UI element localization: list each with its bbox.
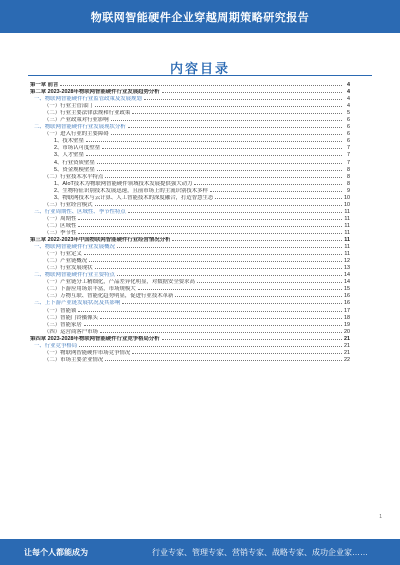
toc-entry-page: 8 [347, 173, 350, 180]
toc-entry-title: （二）行业主要法律法规和行业政策 [44, 110, 131, 117]
toc-leader-dots [84, 321, 342, 326]
toc-entry-page: 14 [344, 279, 350, 286]
toc-entry[interactable] [30, 215, 350, 222]
toc-entry-title: 第二章 2023-2028年物联网智能硬件行业发展趋势分析 [30, 89, 160, 96]
toc-entry-page: 11 [344, 251, 350, 258]
toc-entry-page: 4 [347, 96, 350, 103]
toc-entry[interactable] [30, 95, 350, 102]
footer-bar [0, 539, 400, 565]
toc-entry-title: （二）智能门铃摄像头 [44, 314, 98, 321]
toc-entry-title: 3、人才壁垒 [54, 152, 84, 159]
toc-entry-title: （三）行业经营模式 [44, 201, 93, 208]
toc-entry-title: 二、物联网智能硬件行业发展现状分析 [34, 124, 126, 131]
toc-entry[interactable] [30, 264, 350, 271]
toc-leader-dots [95, 264, 342, 269]
toc-entry[interactable] [30, 292, 350, 299]
toc-entry-title: 2、生物特征识别技术发展迅速，且前市场上的主流识别技术多样 [54, 187, 208, 194]
toc-entry[interactable] [30, 349, 350, 356]
toc-entry-page: 18 [344, 314, 350, 321]
toc-entry[interactable] [30, 123, 350, 130]
toc-entry[interactable] [30, 222, 350, 229]
toc-leader-dots [175, 292, 342, 297]
toc-entry-title: （二）下游应用场景丰富，市场规模大 [44, 286, 136, 293]
toc-entry-page: 22 [344, 356, 350, 363]
toc-leader-dots [105, 173, 342, 178]
toc-entry-title: 2、市场认可度壁垒 [54, 145, 101, 152]
toc-leader-dots [210, 187, 342, 192]
toc-leader-dots [89, 257, 342, 262]
toc-leader-dots [95, 102, 342, 107]
toc-entry-page: 20 [344, 328, 350, 335]
toc-entry-page: 21 [344, 342, 350, 349]
toc-leader-dots [84, 250, 342, 255]
toc-entry-page: 14 [344, 272, 350, 279]
toc-entry-title: （三）行业发展现状 [44, 265, 93, 272]
toc-leader-dots [111, 130, 342, 135]
toc-entry-page: 10 [344, 201, 350, 208]
toc-entry[interactable] [30, 116, 350, 123]
toc-entry-page: 21 [344, 349, 350, 356]
toc-entry-title: （三）智能家居 [44, 321, 82, 328]
toc-leader-dots [132, 109, 342, 114]
toc-entry-page: 11 [344, 215, 350, 222]
toc-entry-page: 8 [347, 166, 350, 173]
toc-entry-page: 16 [344, 293, 350, 300]
toc-entry[interactable] [30, 151, 350, 158]
header-title: 物联网智能硬件企业穿越周期策略研究报告 [90, 12, 310, 24]
toc-leader-dots [215, 194, 342, 199]
toc-entry-title: （三）产业政策对行业影响 [44, 117, 109, 124]
toc-leader-dots [111, 116, 342, 121]
toc-leader-dots [128, 208, 342, 213]
footer-slogan-left: 让每个人都能成为 [24, 548, 88, 557]
toc-entry-title: 第四章 2023-2028年物联网智能硬件行业竞争格局分析 [30, 335, 160, 342]
toc-entry-page: 6 [347, 131, 350, 138]
toc-entry-page: 19 [344, 321, 350, 328]
toc-leader-dots [122, 299, 342, 304]
toc-entry-title: 第三章 2022-2023年中国物联网智能硬件行业经营情况分析 [30, 237, 171, 244]
toc-entry[interactable] [30, 229, 350, 236]
toc-entry-title: 第一章 前言 [30, 82, 59, 88]
toc-entry-page: 8 [347, 180, 350, 187]
toc-entry[interactable] [30, 236, 350, 243]
toc-entry-page: 4 [347, 82, 350, 88]
toc-leader-dots [138, 285, 342, 290]
toc-entry[interactable] [30, 166, 350, 173]
toc-entry-title: 5、资金规模壁垒 [54, 166, 95, 173]
toc-entry[interactable] [30, 307, 350, 314]
toc-leader-dots [132, 349, 342, 354]
toc-leader-dots [172, 236, 342, 241]
toc-entry[interactable] [30, 144, 350, 151]
toc-entry[interactable] [30, 342, 350, 349]
page-number: 1 [379, 514, 382, 520]
toc-entry-title: 1、技术壁垒 [54, 138, 84, 145]
toc-leader-dots [97, 159, 342, 164]
toc-entry-page: 11 [344, 229, 350, 236]
toc-leader-dots [102, 144, 342, 149]
toc-entry-page: 4 [347, 89, 350, 96]
toc-entry-page: 11 [344, 244, 350, 251]
toc-entry-page: 5 [347, 110, 350, 117]
toc-entry-page: 7 [347, 152, 350, 159]
toc-entry[interactable] [30, 159, 350, 166]
toc-entry[interactable] [30, 257, 350, 264]
toc-entry-page: 7 [347, 159, 350, 166]
toc-entry[interactable] [30, 137, 350, 144]
toc-entry-title: （三）万物互联、智能化趋势明显，促进行业技术革新 [44, 293, 174, 300]
toc-leader-dots [60, 81, 342, 86]
toc-entry-title: （一）进入行业的主要障碍 [44, 131, 109, 138]
toc-leader-dots [194, 180, 342, 185]
toc-entry[interactable] [30, 314, 350, 321]
toc-entry[interactable] [30, 278, 350, 285]
table-of-contents [30, 81, 350, 363]
toc-entry-title: 三、上下游产业链发展状况及其影响 [34, 300, 121, 307]
header-bar [0, 0, 400, 33]
toc-entry-title: （一）智能锁 [44, 307, 77, 314]
toc-leader-dots [144, 95, 342, 100]
toc-entry-page: 4 [347, 103, 350, 110]
toc-entry-page: 7 [347, 145, 350, 152]
toc-leader-dots [78, 307, 342, 312]
toc-entry-title: 4、行业资质壁垒 [54, 159, 95, 166]
toc-leader-dots [128, 123, 342, 128]
toc-leader-dots [162, 88, 342, 93]
toc-entry[interactable] [30, 88, 350, 95]
toc-entry-title: 1、AIoT技术为物联网智能硬件领域技术发展提供强大动力 [54, 180, 193, 187]
toc-entry[interactable] [30, 335, 350, 342]
toc-leader-dots [79, 342, 342, 347]
toc-leader-dots [86, 151, 342, 156]
toc-leader-dots [105, 356, 342, 361]
toc-entry[interactable] [30, 194, 350, 201]
toc-leader-dots [197, 278, 342, 283]
toc-leader-dots [86, 137, 342, 142]
toc-leader-dots [78, 229, 342, 234]
toc-leader-dots [100, 314, 342, 319]
heading-divider [28, 75, 372, 76]
toc-entry-page: 6 [347, 117, 350, 124]
toc-entry-title: 二、物联网智能硬件行业主要特点 [34, 272, 115, 279]
toc-entry-page: 17 [344, 307, 350, 314]
toc-entry[interactable] [30, 271, 350, 278]
toc-leader-dots [117, 243, 342, 248]
toc-entry[interactable] [30, 328, 350, 335]
toc-entry[interactable] [30, 243, 350, 250]
toc-entry-title: （二）行业技术水平特点 [44, 173, 104, 180]
toc-entry-title: （二）市场主要企业情况 [44, 356, 104, 363]
toc-entry-title: （一）周期性 [44, 215, 77, 222]
toc-entry-title: 三、行业周期性、区域性、季节性特点 [34, 208, 126, 215]
toc-entry-title: （一）行业定义 [44, 251, 82, 258]
toc-entry-page: 9 [347, 187, 350, 194]
toc-entry-title: （三）季节性 [44, 229, 77, 236]
toc-entry-page: 16 [344, 300, 350, 307]
toc-leader-dots [78, 215, 342, 220]
toc-entry[interactable] [30, 299, 350, 306]
toc-entry-title: （二）产业链概况 [44, 258, 88, 265]
toc-entry-title: （二）区域性 [44, 222, 77, 229]
toc-leader-dots [100, 328, 342, 333]
toc-entry[interactable] [30, 109, 350, 116]
toc-leader-dots [117, 271, 342, 276]
toc-entry-title: 一、行业竞争格局 [34, 342, 78, 349]
toc-leader-dots [97, 166, 342, 171]
toc-entry-title: 一、物联网智能硬件行业监管政策及发展规划 [34, 96, 142, 103]
toc-entry-page: 11 [344, 237, 350, 244]
toc-entry-page: 15 [344, 286, 350, 293]
toc-entry-title: （一）行业主管部门 [44, 103, 93, 110]
toc-entry-page: 6 [347, 138, 350, 145]
toc-entry-page: 6 [347, 124, 350, 131]
toc-entry[interactable] [30, 102, 350, 109]
toc-entry[interactable] [30, 187, 350, 194]
toc-entry[interactable] [30, 285, 350, 292]
toc-entry-title: （一）产业链分工精细化，产品差异化明显，对数据安全要求高 [44, 279, 195, 286]
toc-entry-title: 一、物联网智能硬件行业发展概况 [34, 244, 115, 251]
toc-entry-page: 13 [344, 265, 350, 272]
toc-leader-dots [95, 201, 342, 206]
toc-entry[interactable] [30, 180, 350, 187]
toc-entry[interactable] [30, 130, 350, 137]
toc-entry[interactable] [30, 321, 350, 328]
toc-entry[interactable] [30, 201, 350, 208]
toc-entry-page: 12 [344, 258, 350, 265]
toc-entry-page: 21 [344, 335, 350, 342]
toc-heading: 内容目录 [169, 61, 230, 76]
toc-entry-page: 11 [344, 208, 350, 215]
toc-leader-dots [162, 335, 342, 340]
toc-entry-page: 10 [344, 194, 350, 201]
toc-entry[interactable] [30, 81, 350, 88]
toc-entry-title: 3、物联网技术与云计算、人工智能技术的深度融合，打造智慧生态 [54, 194, 214, 201]
toc-entry[interactable] [30, 208, 350, 215]
toc-entry-page: 11 [344, 222, 350, 229]
toc-entry[interactable] [30, 356, 350, 363]
footer-slogan-right: 行业专家、管理专家、营销专家、战略专家、成功企业家…… [152, 548, 368, 557]
toc-entry-title: （四）运营商客户市场 [44, 328, 98, 335]
toc-entry-title: （一）物联网智能硬件市场竞争情况 [44, 349, 131, 356]
toc-leader-dots [78, 222, 342, 227]
toc-entry[interactable] [30, 173, 350, 180]
toc-entry[interactable] [30, 250, 350, 257]
